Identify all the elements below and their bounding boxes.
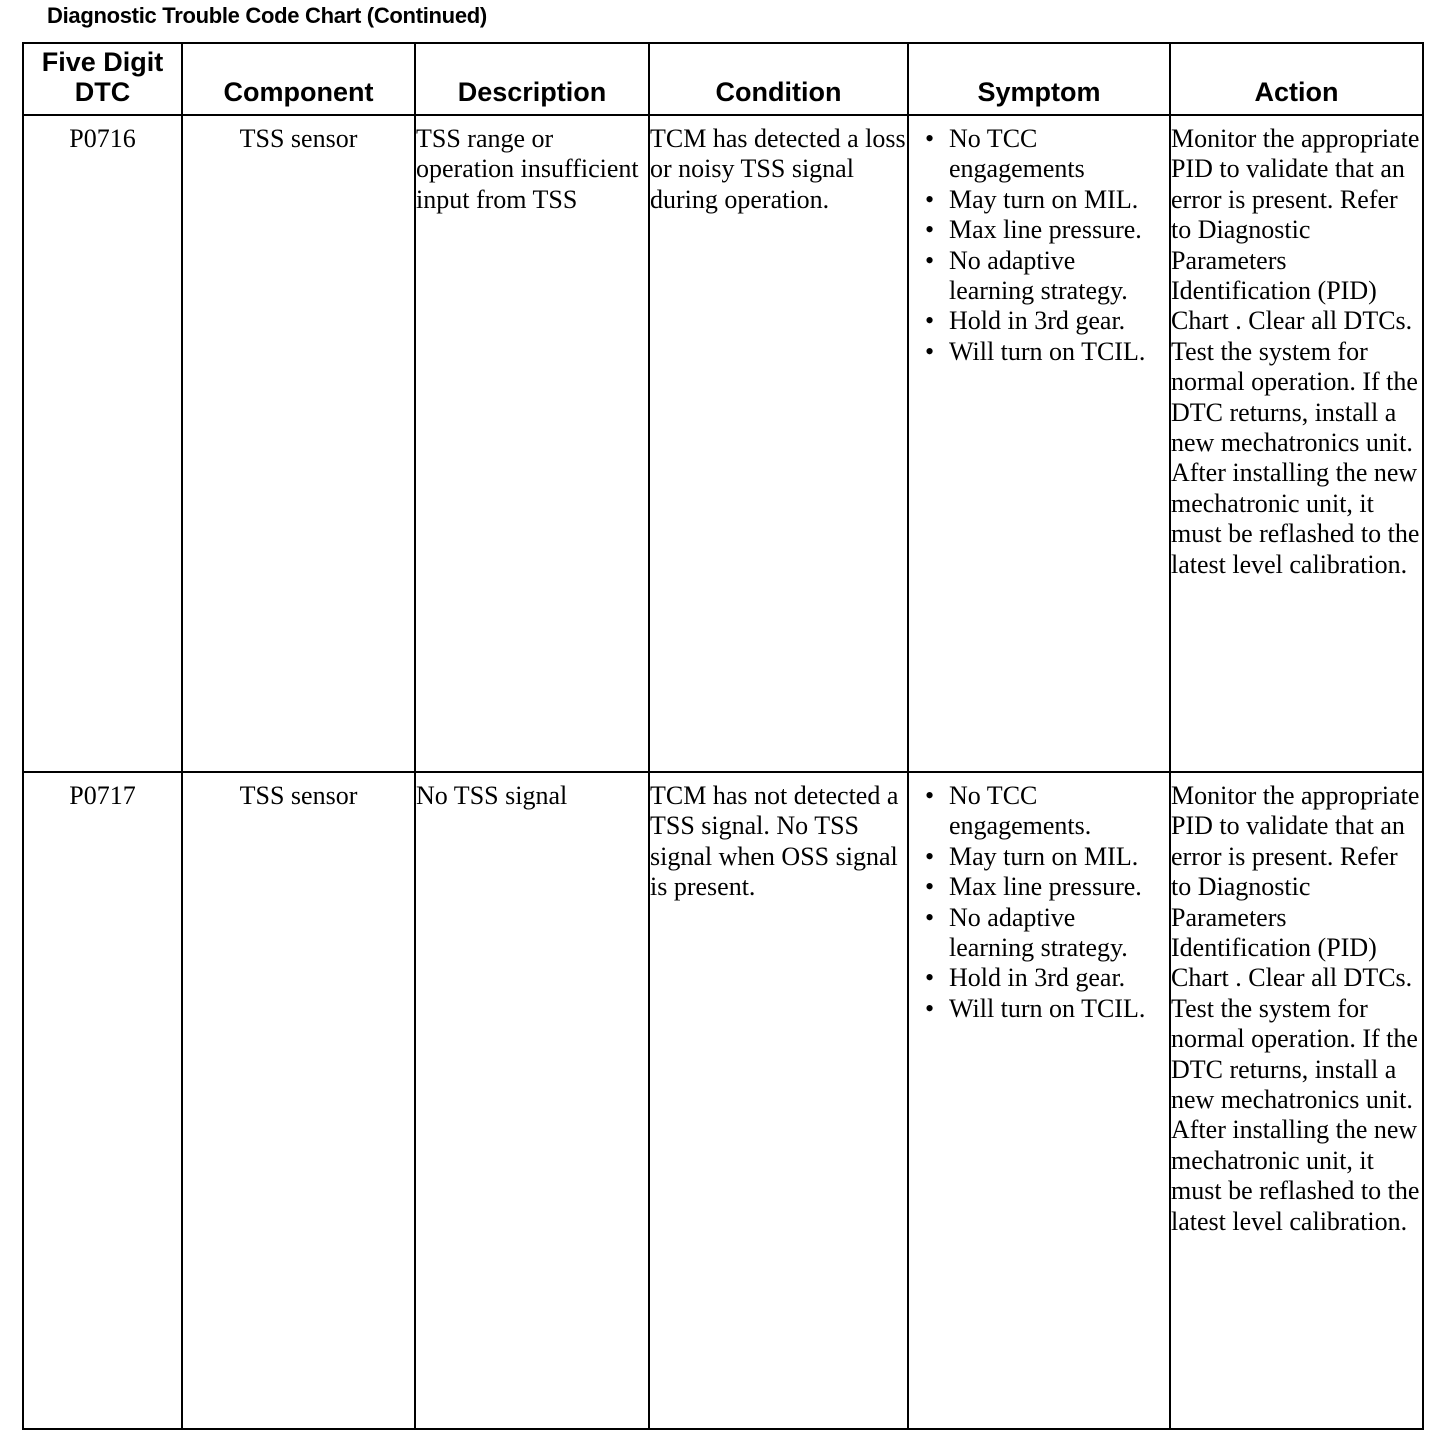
symptom-text: Hold in 3rd gear. [949,963,1126,993]
symptom-item [921,306,1165,336]
table-row [23,115,1423,772]
symptom-cell [908,115,1170,772]
symptom-item [921,994,1165,1024]
symptom-item [921,124,1165,185]
symptom-text: No TCC engagements [949,124,1085,184]
dtc-code-cell: P0717 [23,772,182,1429]
bullet-icon: • [925,184,935,214]
symptom-item [921,215,1165,245]
symptom-text: Hold in 3rd gear. [949,306,1126,336]
header-symptom: Symptom [908,43,1170,115]
bullet-icon: • [925,215,935,245]
header-condition: Condition [649,43,908,115]
symptom-text: Will turn on TCIL. [949,336,1146,366]
symptom-list [909,124,1169,367]
bullet-icon: • [925,872,935,902]
symptom-item [921,337,1165,367]
action-cell: Monitor the appropriate PID to validate that an error is present. Refer to Diagnostic Parameters Identification (PID) Chart . Clear all DTCs. Test the system for normal operation. If the DTC returns, install a new mechatronics unit. After installing the new mechatronic unit, it must be reflashed to the latest level calibration. [1170,115,1423,772]
symptom-text: Max line pressure. [949,215,1142,245]
symptom-item [921,246,1165,307]
table-row [23,772,1423,1429]
symptom-cell [908,772,1170,1429]
page-title: Diagnostic Trouble Code Chart (Continued) [47,3,487,28]
component-cell: TSS sensor [182,772,415,1429]
bullet-icon: • [925,963,935,993]
symptom-item [921,872,1165,902]
symptom-item [921,842,1165,872]
bullet-icon: • [925,902,935,932]
header-description: Description [415,43,649,115]
description-cell: TSS range or operation insufficient input from TSS [415,115,649,772]
description-cell: No TSS signal [415,772,649,1429]
condition-cell: TCM has not detected a TSS signal. No TSS signal when OSS signal is present. [649,772,908,1429]
symptom-text: Max line pressure. [949,872,1142,902]
symptom-text: May turn on MIL. [949,184,1139,214]
bullet-icon: • [925,336,935,366]
symptom-item [921,781,1165,842]
action-cell: Monitor the appropriate PID to validate that an error is present. Refer to Diagnostic Parameters Identification (PID) Chart . Clear all DTCs. Test the system for normal operation. If the DTC returns, install a new mechatronics unit. After installing the new mechatronic unit, it must be reflashed to the latest level calibration. [1170,772,1423,1429]
condition-cell: TCM has detected a loss or noisy TSS signal during operation. [649,115,908,772]
table-header-row [23,43,1423,115]
symptom-item [921,185,1165,215]
dtc-table [22,42,1424,1430]
symptom-text: May turn on MIL. [949,841,1139,871]
header-dtc-line-1: Five Digit [41,47,164,77]
bullet-icon: • [925,841,935,871]
bullet-icon: • [925,245,935,275]
header-five-digit-dtc [23,43,182,115]
bullet-icon: • [925,781,935,810]
symptom-text: No adaptive learning strategy. [949,902,1128,963]
component-cell: TSS sensor [182,115,415,772]
bullet-icon: • [925,306,935,336]
header-dtc-line-2: DTC [74,77,131,107]
symptom-list [909,781,1169,1024]
symptom-text: No TCC engagements. [949,781,1092,841]
dtc-code-cell: P0716 [23,115,182,772]
symptom-item [921,963,1165,993]
header-action: Action [1170,43,1423,115]
bullet-icon: • [925,993,935,1023]
bullet-icon: • [925,124,935,153]
symptom-text: Will turn on TCIL. [949,993,1146,1023]
header-component: Component [182,43,415,115]
symptom-text: No adaptive learning strategy. [949,245,1128,306]
symptom-item [921,903,1165,964]
